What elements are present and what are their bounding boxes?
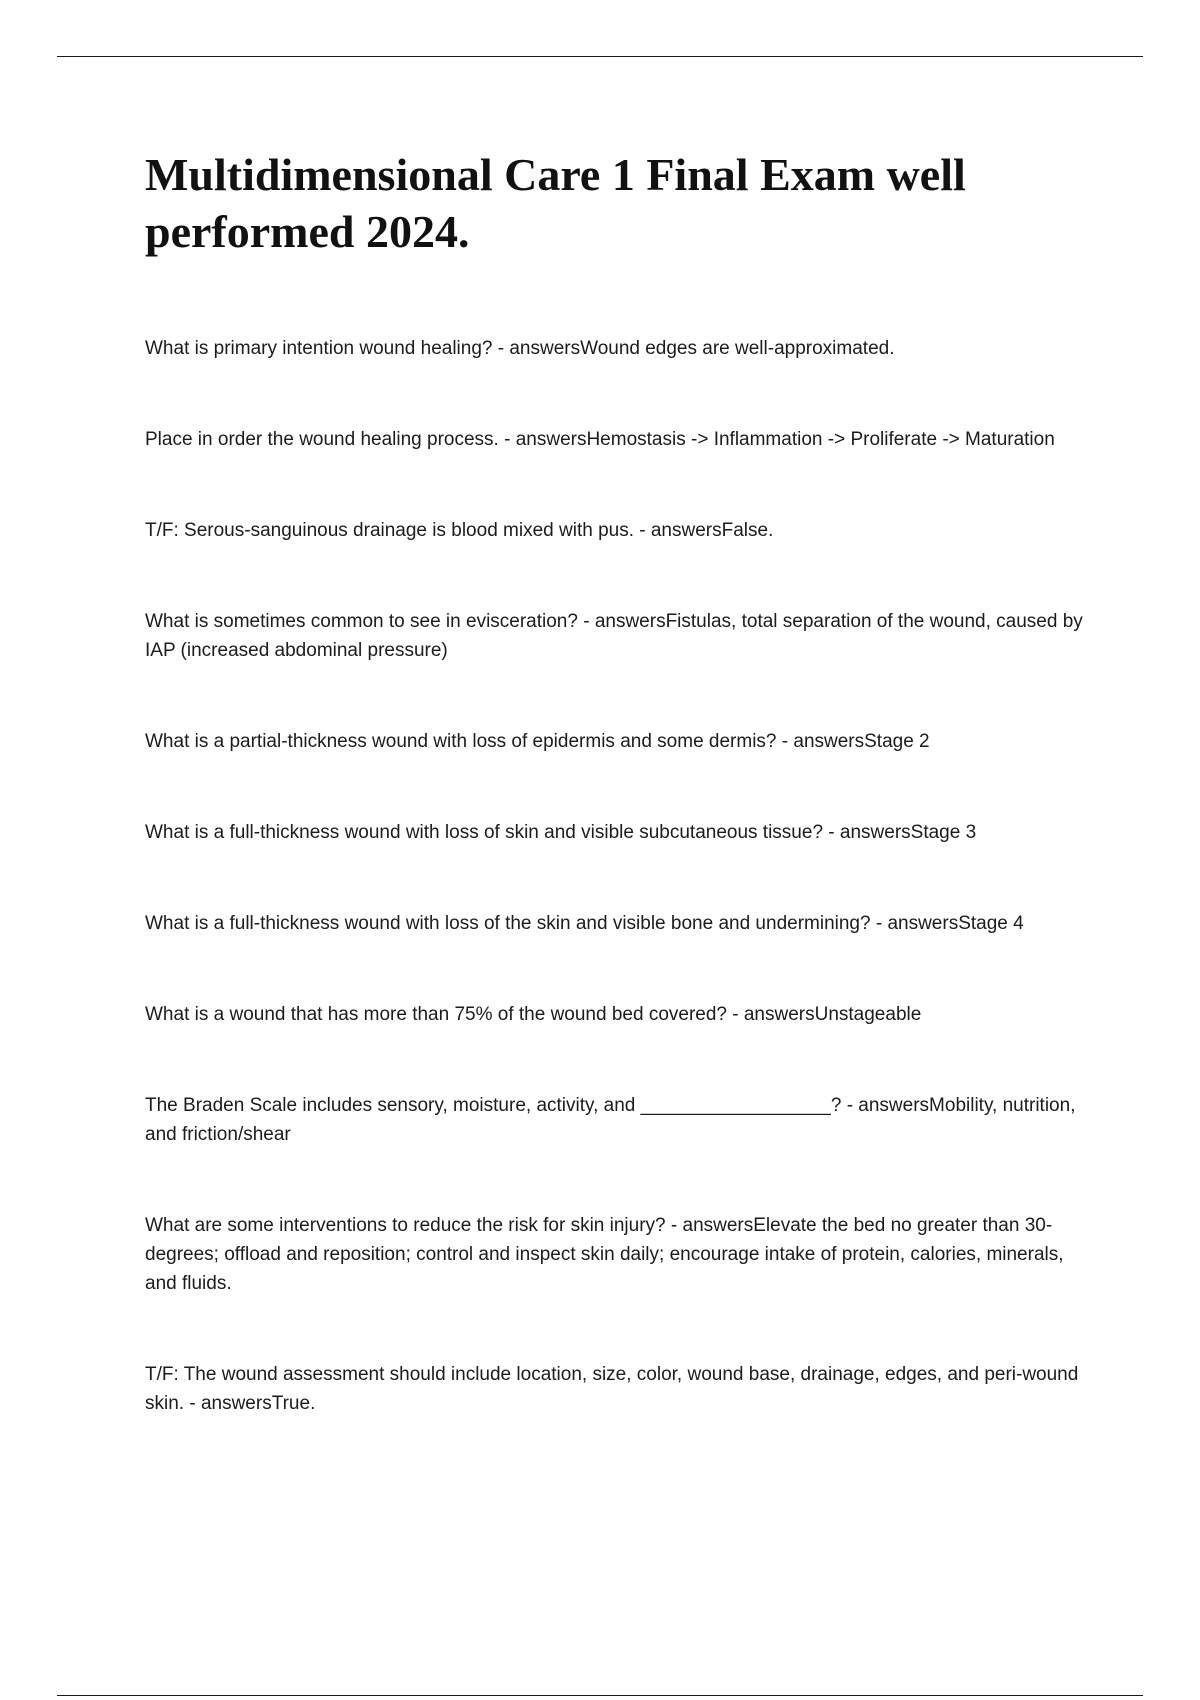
qa-item: What is a wound that has more than 75% of the wound bed covered? - answersUnstageable: [145, 1004, 922, 1025]
top-rule: [57, 56, 1143, 57]
qa-item: What is sometimes common to see in evisceration? - answersFistulas, total separation of the wound, caused by IAP (increased abdominal pressure): [145, 611, 1083, 661]
qa-item: What is a full-thickness wound with loss of skin and visible subcutaneous tissue? - answersStage 3: [145, 822, 977, 843]
document-title: Multidimensional Care 1 Final Exam well performed 2024.: [145, 149, 966, 257]
qa-item: What is a full-thickness wound with loss of the skin and visible bone and undermining? - answersStage 4: [145, 913, 1024, 934]
bottom-rule: [57, 1695, 1143, 1696]
qa-item: What are some interventions to reduce the risk for skin injury? - answersElevate the bed no greater than 30-degrees; offload and reposition; control and inspect skin daily; encourage intake of protein, calories, minerals, and fluids.: [145, 1215, 1064, 1294]
qa-list: [145, 334, 1100, 1480]
qa-item: Place in order the wound healing process. - answersHemostasis -> Inflammation -> Proliferate -> Maturation: [145, 429, 1055, 450]
qa-item: What is a partial-thickness wound with loss of epidermis and some dermis? - answersStage 2: [145, 731, 930, 752]
qa-item: T/F: Serous-sanguinous drainage is blood mixed with pus. - answersFalse.: [145, 520, 774, 541]
qa-item: The Braden Scale includes sensory, moisture, activity, and __________________? - answersMobility, nutrition, and friction/shear: [145, 1095, 1076, 1145]
qa-item: What is primary intention wound healing? - answersWound edges are well-approximated.: [145, 338, 895, 359]
qa-item: T/F: The wound assessment should include location, size, color, wound base, drainage, edges, and peri-wound skin. - answersTrue.: [145, 1364, 1079, 1414]
